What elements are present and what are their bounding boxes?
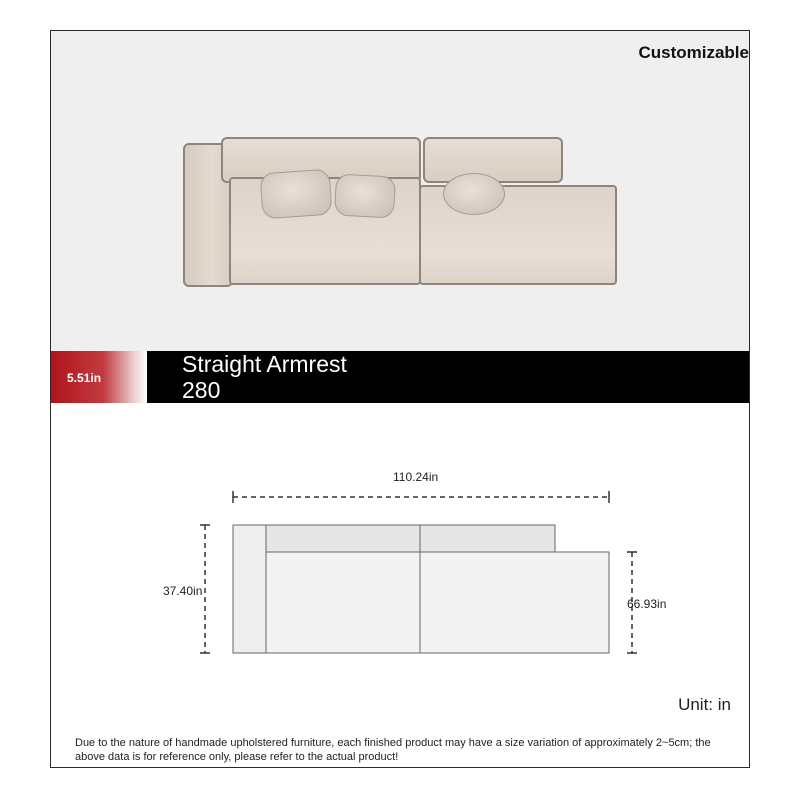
- backrest-right-outline: [420, 525, 555, 552]
- armrest-thickness-label: 5.51in: [67, 371, 102, 385]
- left-depth-label: 37.40in: [163, 584, 203, 598]
- banner-title: Straight Armrest: [182, 351, 347, 377]
- customizable-badge: Customizable: [638, 43, 749, 62]
- armrest-outline: [233, 525, 266, 653]
- dimension-diagram: [51, 31, 749, 767]
- width-label: 110.24in: [393, 470, 439, 484]
- disclaimer-text: Due to the nature of handmade upholstered furniture, each finished product may have a size variation of approximately 2~5cm; the above data is for reference only, please refer to the actual product!: [75, 737, 711, 763]
- banner-model-code: 280: [182, 377, 221, 403]
- product-info-card: [50, 30, 750, 768]
- chaise-outline: [420, 552, 609, 653]
- seat-left-outline: [266, 552, 420, 653]
- unit-label: Unit: in: [678, 695, 731, 714]
- right-depth-label: 66.93in: [627, 597, 667, 611]
- backrest-left-outline: [266, 525, 420, 552]
